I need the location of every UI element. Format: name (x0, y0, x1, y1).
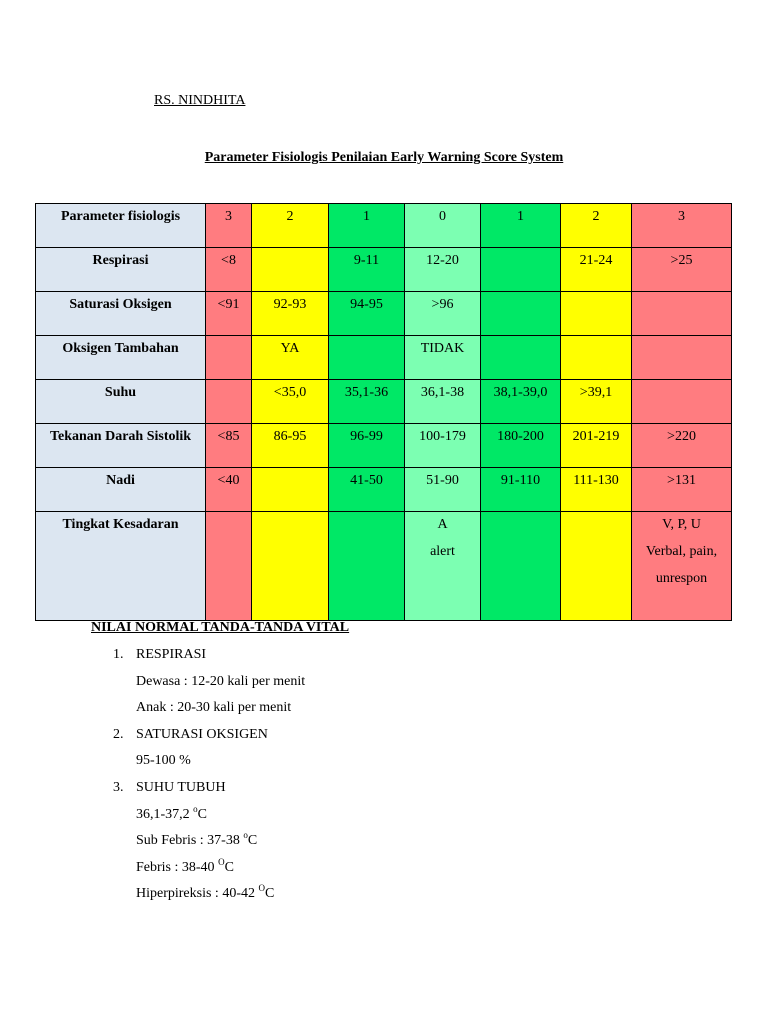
degree-sign: o (243, 830, 248, 840)
score-header: 2 (561, 204, 632, 248)
detail-text: Hiperpireksis : 40-42 (136, 886, 259, 901)
score-cell (405, 468, 481, 512)
score-cell (481, 336, 561, 380)
detail-text: 36,1-37,2 (136, 807, 194, 822)
score-cell (252, 424, 329, 468)
unit-text: C (264, 886, 275, 901)
parameter-label: Tingkat Kesadaran (36, 512, 206, 621)
score-cell (329, 248, 405, 292)
cell-value: 41-50 (350, 473, 383, 488)
vitals-item-detail (136, 804, 208, 823)
score-header: 3 (206, 204, 252, 248)
score-cell (561, 468, 632, 512)
vitals-item-title (113, 727, 268, 743)
score-cell (329, 380, 405, 424)
cell-value: >131 (667, 473, 696, 488)
header-parameter-label: Parameter fisiologis (36, 204, 206, 248)
score-cell (632, 512, 732, 621)
table-header-row (36, 204, 732, 248)
detail-text: Febris : 38-40 (136, 860, 219, 875)
cell-value: <91 (217, 297, 240, 312)
score-cell (405, 292, 481, 336)
cell-value: 94-95 (350, 297, 383, 312)
cell-value: 96-99 (350, 429, 383, 444)
cell-value: 86-95 (273, 429, 307, 444)
score-cell (481, 292, 561, 336)
vitals-heading: NILAI NORMAL TANDA-TANDA VITAL (91, 620, 350, 635)
score-cell (206, 292, 252, 336)
score-cell (206, 248, 252, 292)
cell-value: 35,1-36 (344, 385, 389, 400)
score-cell (206, 512, 252, 621)
list-number: 1. (113, 647, 124, 662)
score-cell (561, 424, 632, 468)
score-cell (252, 248, 329, 292)
cell-value: TIDAK (420, 341, 465, 356)
unit-text: C (224, 860, 234, 875)
cell-value: 100-179 (419, 429, 466, 444)
detail-text: Sub Febris : 37-38 (136, 833, 244, 848)
table-row (36, 336, 732, 380)
score-cell (632, 468, 732, 512)
score-cell (206, 380, 252, 424)
table-row (36, 292, 732, 336)
cell-value: 111-130 (573, 473, 619, 488)
score-cell (481, 512, 561, 621)
score-cell (405, 512, 481, 621)
score-cell (252, 468, 329, 512)
list-number: 3. (113, 780, 124, 795)
cell-value: <8 (221, 253, 236, 268)
list-title: SATURASI OKSIGEN (136, 727, 268, 742)
cell-value: A (437, 517, 448, 532)
score-cell (632, 292, 732, 336)
cell-value: >220 (667, 429, 696, 444)
score-cell (632, 248, 732, 292)
vitals-item-title (113, 780, 226, 796)
hospital-name: RS. NINDHITA (154, 93, 246, 108)
cell-value: 21-24 (579, 253, 613, 268)
parameter-label: Suhu (36, 380, 206, 424)
parameter-label: Oksigen Tambahan (36, 336, 206, 380)
score-cell (632, 380, 732, 424)
vitals-item-detail (136, 857, 234, 876)
vitals-item-detail: Dewasa : 12-20 kali per menit (136, 674, 306, 689)
parameter-label: Respirasi (36, 248, 206, 292)
vitals-item-detail: Anak : 20-30 kali per menit (136, 700, 292, 715)
degree-sign: o (193, 804, 198, 814)
score-cell (481, 380, 561, 424)
cell-value: <85 (217, 429, 240, 444)
cell-value: 180-200 (497, 429, 544, 444)
cell-value: 9-11 (353, 253, 380, 268)
score-header: 3 (632, 204, 732, 248)
score-cell (329, 468, 405, 512)
list-title: RESPIRASI (136, 647, 207, 662)
cell-value: V, P, U (662, 517, 701, 532)
table-row (36, 248, 732, 292)
score-cell (561, 292, 632, 336)
unit-text: C (247, 833, 258, 848)
score-cell (405, 380, 481, 424)
degree-sign: O (218, 857, 225, 867)
vitals-item-detail (136, 830, 258, 849)
cell-value: <40 (217, 473, 240, 488)
vitals-item-detail: 95-100 % (136, 753, 191, 768)
score-cell (329, 424, 405, 468)
list-title: SUHU TUBUH (136, 780, 226, 795)
score-cell (405, 424, 481, 468)
vitals-item-detail (136, 883, 275, 902)
cell-value: >25 (670, 253, 693, 268)
parameter-label: Nadi (36, 468, 206, 512)
degree-sign: O (258, 883, 265, 893)
score-cell (561, 380, 632, 424)
score-cell (632, 424, 732, 468)
score-cell (252, 380, 329, 424)
cell-value: 201-219 (572, 429, 620, 444)
parameter-label: Tekanan Darah Sistolik (36, 424, 206, 468)
cell-value: YA (280, 341, 300, 356)
score-cell (632, 336, 732, 380)
parameter-label: Saturasi Oksigen (36, 292, 206, 336)
score-cell (206, 336, 252, 380)
score-cell (252, 336, 329, 380)
score-header: 1 (481, 204, 561, 248)
score-cell (405, 336, 481, 380)
table-row (36, 468, 732, 512)
score-cell (561, 512, 632, 621)
score-header: 1 (329, 204, 405, 248)
document-title: Parameter Fisiologis Penilaian Early Warning Score System (204, 150, 564, 165)
ews-table (35, 203, 732, 621)
cell-value: >39,1 (579, 385, 613, 400)
vitals-item-title (113, 647, 206, 663)
cell-value: 91-110 (500, 473, 541, 488)
score-header: 0 (405, 204, 481, 248)
cell-value: 51-90 (426, 473, 459, 488)
list-number: 2. (113, 727, 124, 742)
score-cell (206, 424, 252, 468)
score-cell (405, 248, 481, 292)
table-row (36, 380, 732, 424)
score-cell (481, 468, 561, 512)
unit-text: C (197, 807, 208, 822)
score-cell (252, 292, 329, 336)
score-cell (561, 248, 632, 292)
score-cell (206, 468, 252, 512)
cell-value: unrespon (655, 571, 708, 586)
cell-value: 36,1-38 (420, 385, 465, 400)
score-header: 2 (252, 204, 329, 248)
cell-value: >96 (431, 297, 454, 312)
cell-value: 38,1-39,0 (493, 385, 548, 400)
score-cell (329, 292, 405, 336)
cell-value: 92-93 (273, 297, 307, 312)
score-cell (561, 336, 632, 380)
score-cell (481, 424, 561, 468)
score-cell (481, 248, 561, 292)
cell-value: <35,0 (273, 385, 307, 400)
score-cell (329, 512, 405, 621)
cell-value: 12-20 (426, 253, 459, 268)
score-cell (329, 336, 405, 380)
table-row (36, 424, 732, 468)
cell-value: Verbal, pain, (645, 544, 718, 559)
table-row (36, 512, 732, 621)
score-cell (252, 512, 329, 621)
cell-value: alert (430, 544, 455, 559)
